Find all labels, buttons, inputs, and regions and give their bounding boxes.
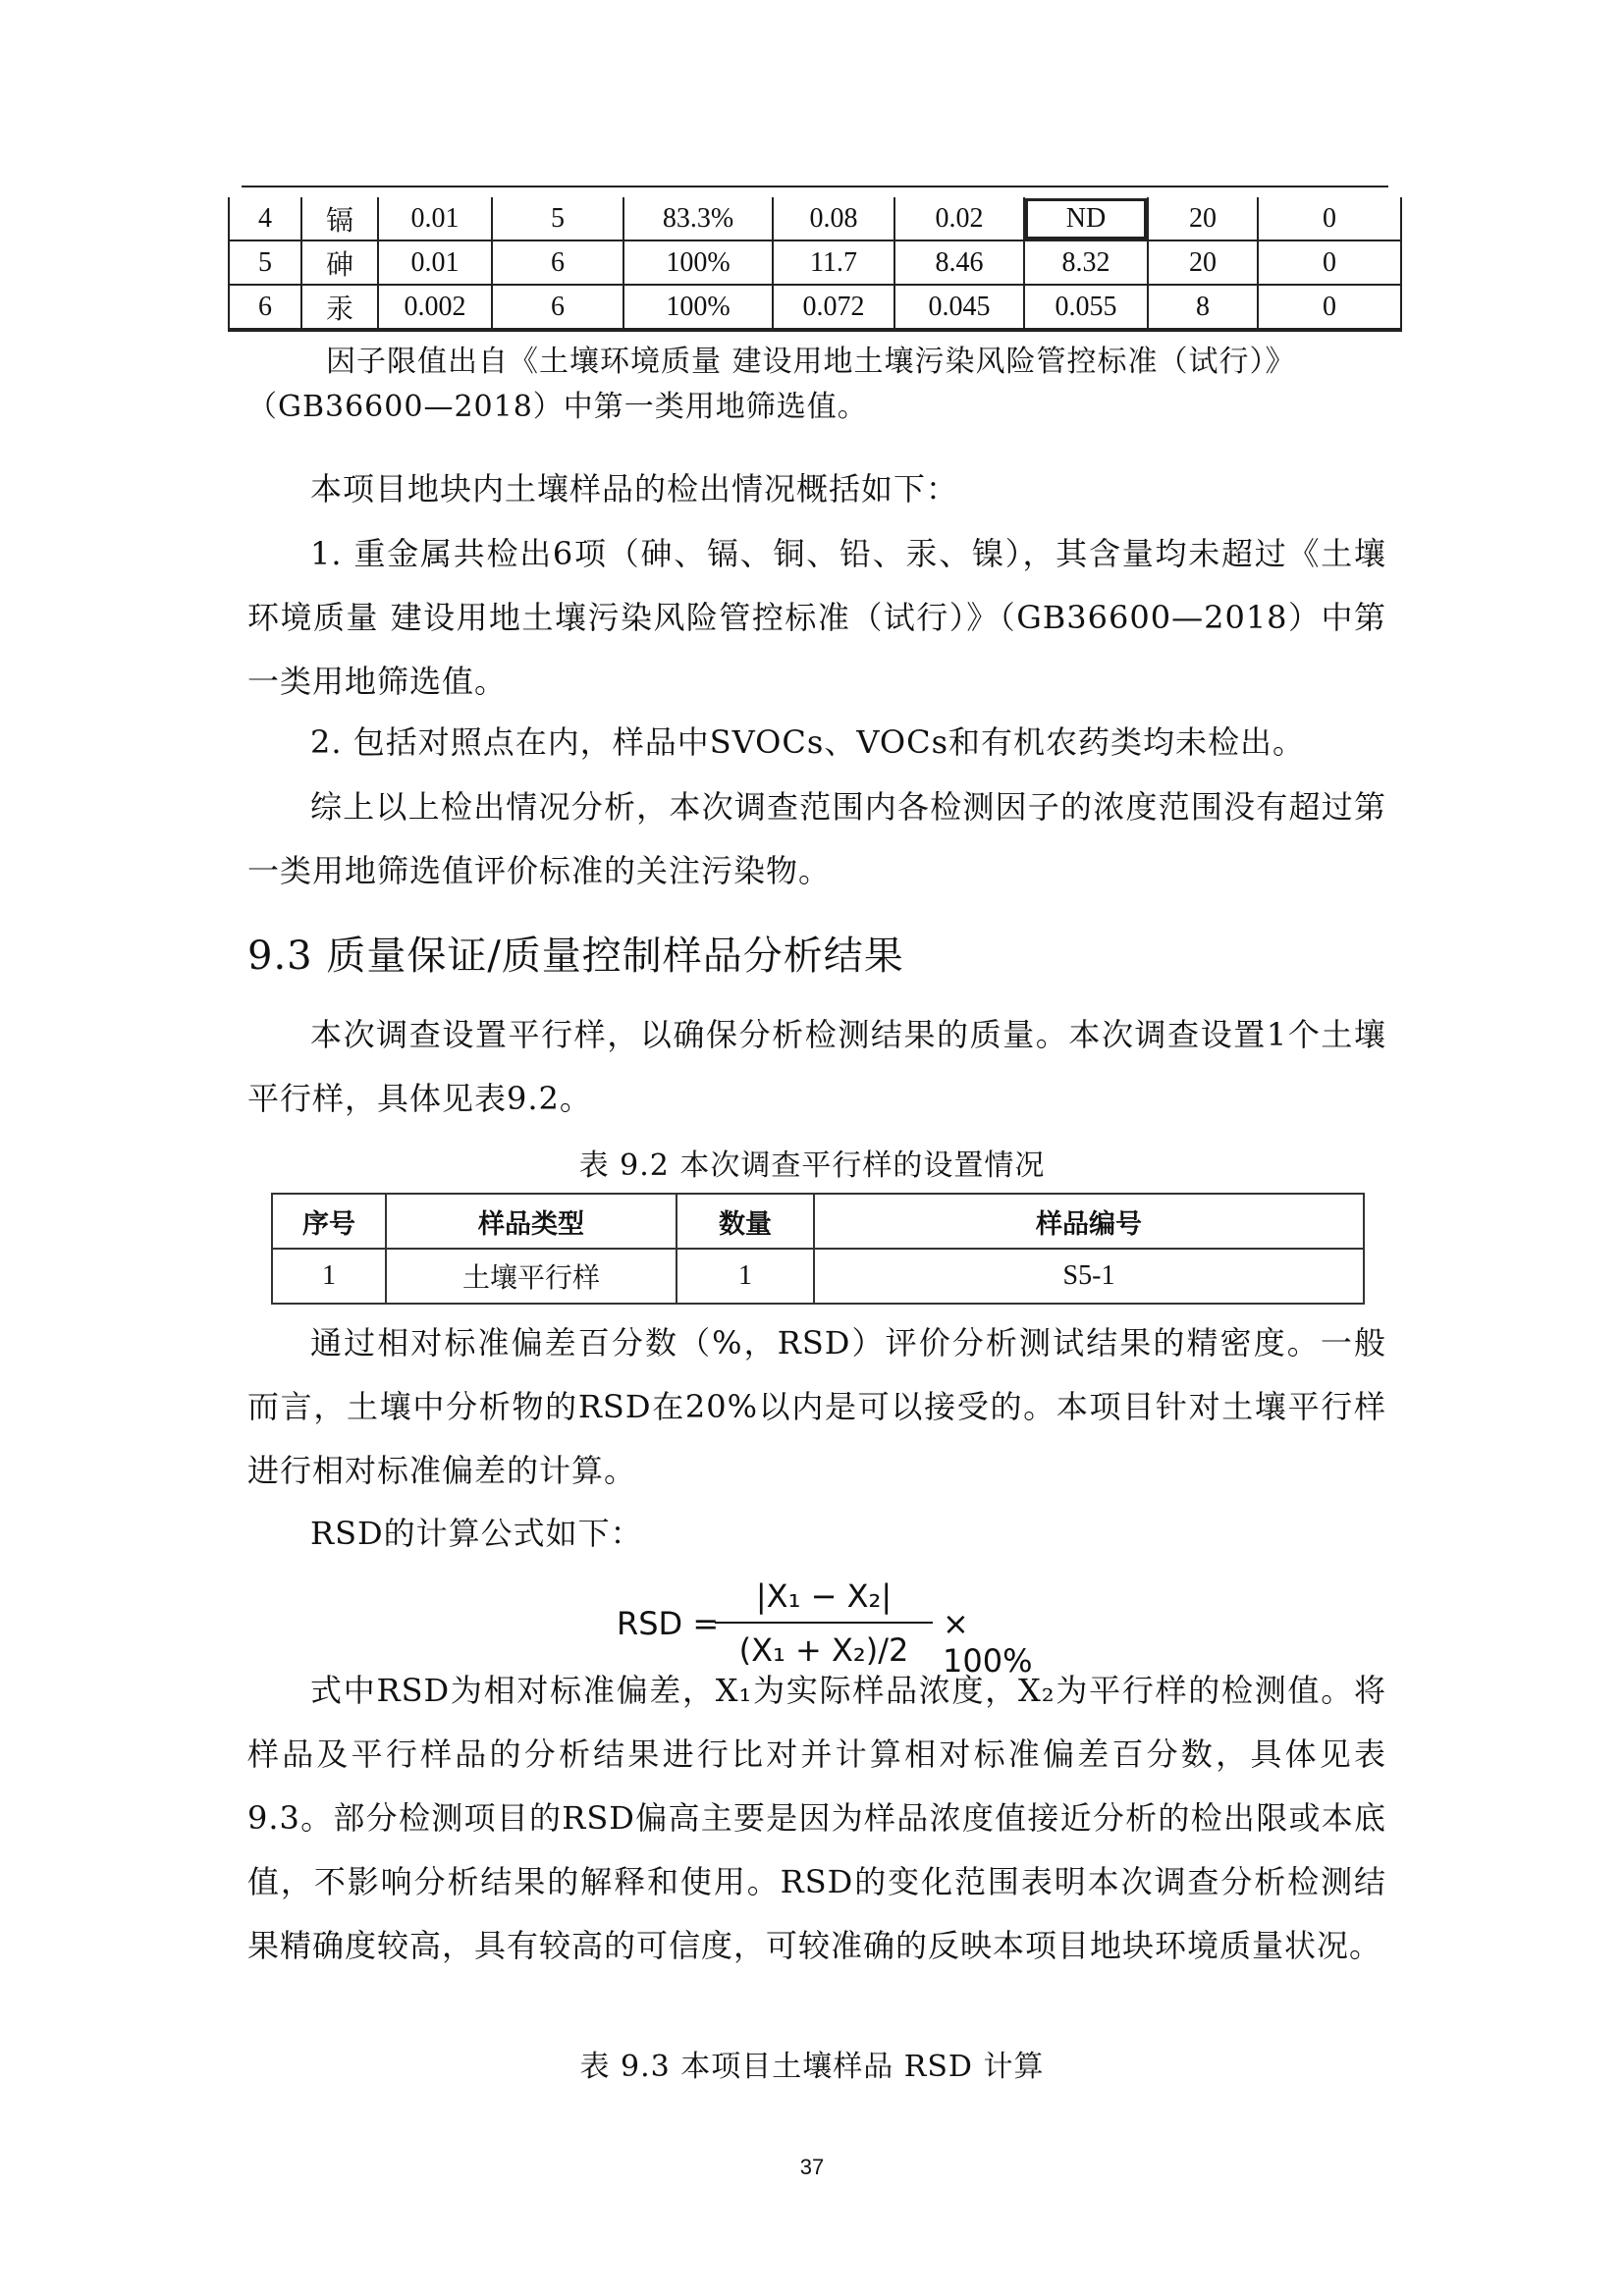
table-cell: ND — [1024, 197, 1148, 240]
section-paragraph-3: 式中RSD为相对标准偏差，X₁为实际样品浓度，X₂为平行样的检测值。将样品及平行样品的分析结果进行比对并计算相对标准偏差百分数，具体见表9.3。部分检测项目的RSD偏高主要是因为样品浓度值接近分析的检出限或本底值，不影响分析结果的解释和使用。RSD的变化范围表明本次调查分析检测结果精确度较高，具有较高的可信度，可较准确的反映本项目地块环境质量状况。 — [247, 1672, 1386, 1964]
table-cell: 0.08 — [773, 197, 894, 240]
table-row — [229, 285, 1401, 330]
table-cell: 0.055 — [1024, 285, 1148, 330]
section-heading: 9.3 质量保证/质量控制样品分析结果 — [247, 934, 904, 979]
formula-numerator: |X₁ − X₂| — [755, 1577, 893, 1615]
formula-intro: RSD的计算公式如下： — [310, 1515, 643, 1552]
table-cell: 0.072 — [773, 285, 894, 330]
section-paragraph-1: 本次调查设置平行样，以确保分析检测结果的质量。本次调查设置1个土壤平行样，具体见表9.2。 — [247, 1016, 1386, 1117]
table-cell: 8 — [1148, 285, 1258, 330]
table-cell: 6 — [492, 240, 623, 285]
summary-intro: 本项目地块内土壤样品的检出情况概括如下： — [310, 470, 959, 507]
table-cell: 砷 — [301, 240, 378, 285]
table-cell: 6 — [492, 285, 623, 330]
col-header-quantity: 数量 — [677, 1194, 814, 1249]
table-cell: 1 — [677, 1249, 814, 1304]
table-cell: 4 — [229, 197, 301, 240]
table-cell: 83.3% — [623, 197, 773, 240]
parallel-sample-table — [271, 1193, 1365, 1305]
col-header-index: 序号 — [272, 1194, 386, 1249]
table-cell: 0.02 — [894, 197, 1024, 240]
table-cell: 0.01 — [378, 197, 492, 240]
summary-point-2: 2. 包括对照点在内，样品中SVOCs、VOCs和有机农药类均未检出。 — [310, 723, 1306, 761]
table-cell: 5 — [229, 240, 301, 285]
table-9-2-caption: 表 9.2 本次调查平行样的设置情况 — [578, 1148, 1046, 1183]
table-cell: 20 — [1148, 240, 1258, 285]
table-cell: 0 — [1258, 197, 1401, 240]
page-number: 37 — [799, 2155, 825, 2179]
table-note-line1: 因子限值出自《土壤环境质量 建设用地土壤污染风险管控标准（试行）》 — [326, 345, 1296, 379]
summary-conclusion: 综上以上检出情况分析，本次调查范围内各检测因子的浓度范围没有超过第一类用地筛选值评价标准的关注污染物。 — [247, 788, 1386, 889]
summary-point-1: 1. 重金属共检出6项（砷、镉、铜、铅、汞、镍），其含量均未超过《土壤环境质量 建设用地土壤污染风险管控标准（试行）》（GB36600—2018）中第一类用地筛选值。 — [247, 535, 1386, 700]
table-cell: 100% — [623, 240, 773, 285]
table-cell: 0 — [1258, 285, 1401, 330]
table-row — [229, 197, 1401, 240]
section-paragraph-2: 通过相对标准偏差百分数（%，RSD）评价分析测试结果的精密度。一般而言，土壤中分析物的RSD在20%以内是可以接受的。本项目针对土壤平行样进行相对标准偏差的计算。 — [247, 1324, 1386, 1489]
table-9-3-caption: 表 9.3 本项目土壤样品 RSD 计算 — [579, 2050, 1045, 2084]
table-cell: 0.01 — [378, 240, 492, 285]
header-rule — [242, 186, 1388, 187]
formula-rhs: × 100% — [943, 1605, 1033, 1680]
table-cell: 11.7 — [773, 240, 894, 285]
table-note-line2: （GB36600—2018）中第一类用地筛选值。 — [247, 390, 868, 424]
table-cell: 0.045 — [894, 285, 1024, 330]
table-cell: S5-1 — [814, 1249, 1364, 1304]
formula-denominator: (X₁ + X₂)/2 — [738, 1631, 909, 1669]
table-cell: 0 — [1258, 240, 1401, 285]
table-row — [229, 240, 1401, 285]
table-cell: 镉 — [301, 197, 378, 240]
formula-lhs: RSD = — [617, 1605, 720, 1642]
table-cell: 100% — [623, 285, 773, 330]
table-cell: 20 — [1148, 197, 1258, 240]
col-header-sample-type: 样品类型 — [386, 1194, 677, 1249]
table-cell: 5 — [492, 197, 623, 240]
table-cell: 8.46 — [894, 240, 1024, 285]
table-cell: 汞 — [301, 285, 378, 330]
col-header-sample-id: 样品编号 — [814, 1194, 1364, 1249]
heavy-metal-table — [228, 197, 1402, 332]
table-cell: 0.002 — [378, 285, 492, 330]
table-cell: 8.32 — [1024, 240, 1148, 285]
table-row — [272, 1249, 1364, 1304]
table-cell: 土壤平行样 — [386, 1249, 677, 1304]
table-cell: 6 — [229, 285, 301, 330]
table-cell: 1 — [272, 1249, 386, 1304]
